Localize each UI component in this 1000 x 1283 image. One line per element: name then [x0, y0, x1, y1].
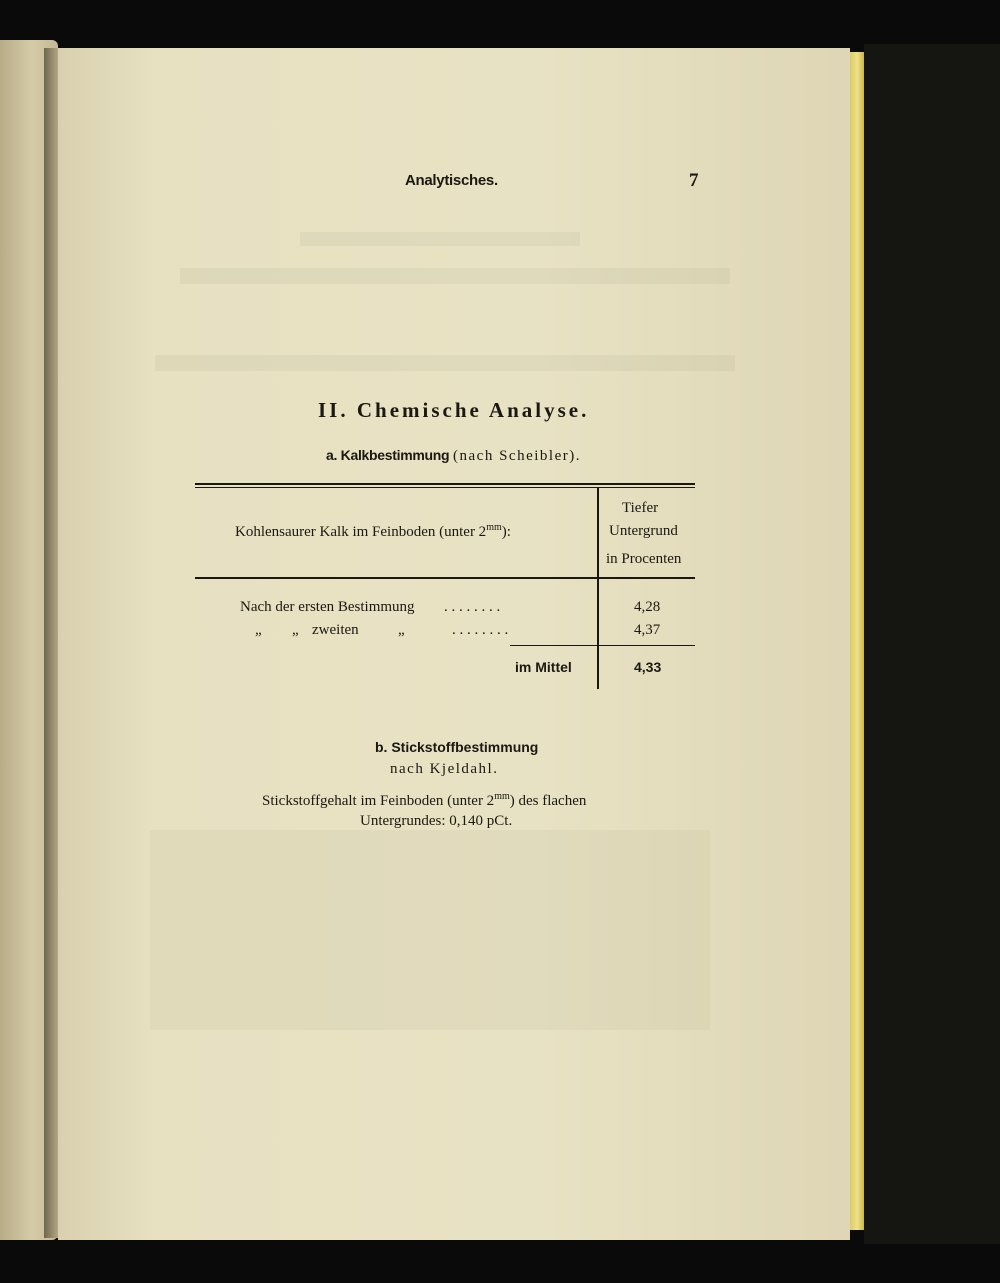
col-header-line-1: Tiefer [622, 500, 659, 516]
col-header-line-2: Untergrund [609, 523, 678, 539]
book-cover [864, 44, 1000, 1244]
section-title: II. Chemische Analyse. [318, 398, 590, 422]
mean-label: im Mittel [515, 659, 572, 675]
show-through-text [300, 232, 580, 246]
show-through-table [150, 830, 710, 1030]
mean-rule [510, 645, 695, 646]
running-title: Analytisches. [405, 172, 498, 189]
table-header-rule [195, 577, 695, 579]
table-top-rule-thin [195, 487, 695, 488]
subsection-b-method: nach Kjeldahl. [390, 761, 499, 777]
nitrogen-text-line-2: Untergrundes: 0,140 pCt. [360, 813, 513, 829]
subsection-a-heading [326, 447, 581, 465]
row-2-ditto-2: „ [292, 622, 299, 638]
book-page [58, 48, 850, 1240]
row-1-value: 4,28 [634, 599, 661, 615]
nitrogen-text-line-1: Stickstoffgehalt im Feinboden (unter $2^{mm}$) des flachen [262, 791, 587, 809]
col-header-line-3: in Procenten [606, 551, 682, 567]
subsection-a-label: a. Kalkbestimmung [326, 447, 450, 463]
row-2-value: 4,37 [634, 622, 661, 638]
page-edges [850, 52, 864, 1230]
row-1-label: Nach der ersten Bestimmung [240, 599, 415, 615]
subsection-b-label: b. Stickstoffbestimmung [375, 739, 539, 755]
show-through-text [180, 268, 730, 284]
row-2-ditto-3: „ [398, 622, 405, 638]
table-top-rule [195, 483, 695, 485]
table-column-divider [597, 487, 599, 689]
row-header: Kohlensaurer Kalk im Feinboden (unter $2^{mm}$): [235, 522, 511, 540]
row-2-ditto-1: „ [255, 622, 262, 638]
row-2-label: zweiten [312, 622, 359, 638]
show-through-text [155, 355, 735, 371]
row-1-dots: . . . . . . . . [444, 599, 501, 615]
mean-value: 4,33 [634, 659, 662, 675]
page-number: 7 [689, 170, 699, 191]
row-2-dots: . . . . . . . . [452, 622, 509, 638]
subsection-a-method: (nach Scheibler). [453, 448, 581, 464]
